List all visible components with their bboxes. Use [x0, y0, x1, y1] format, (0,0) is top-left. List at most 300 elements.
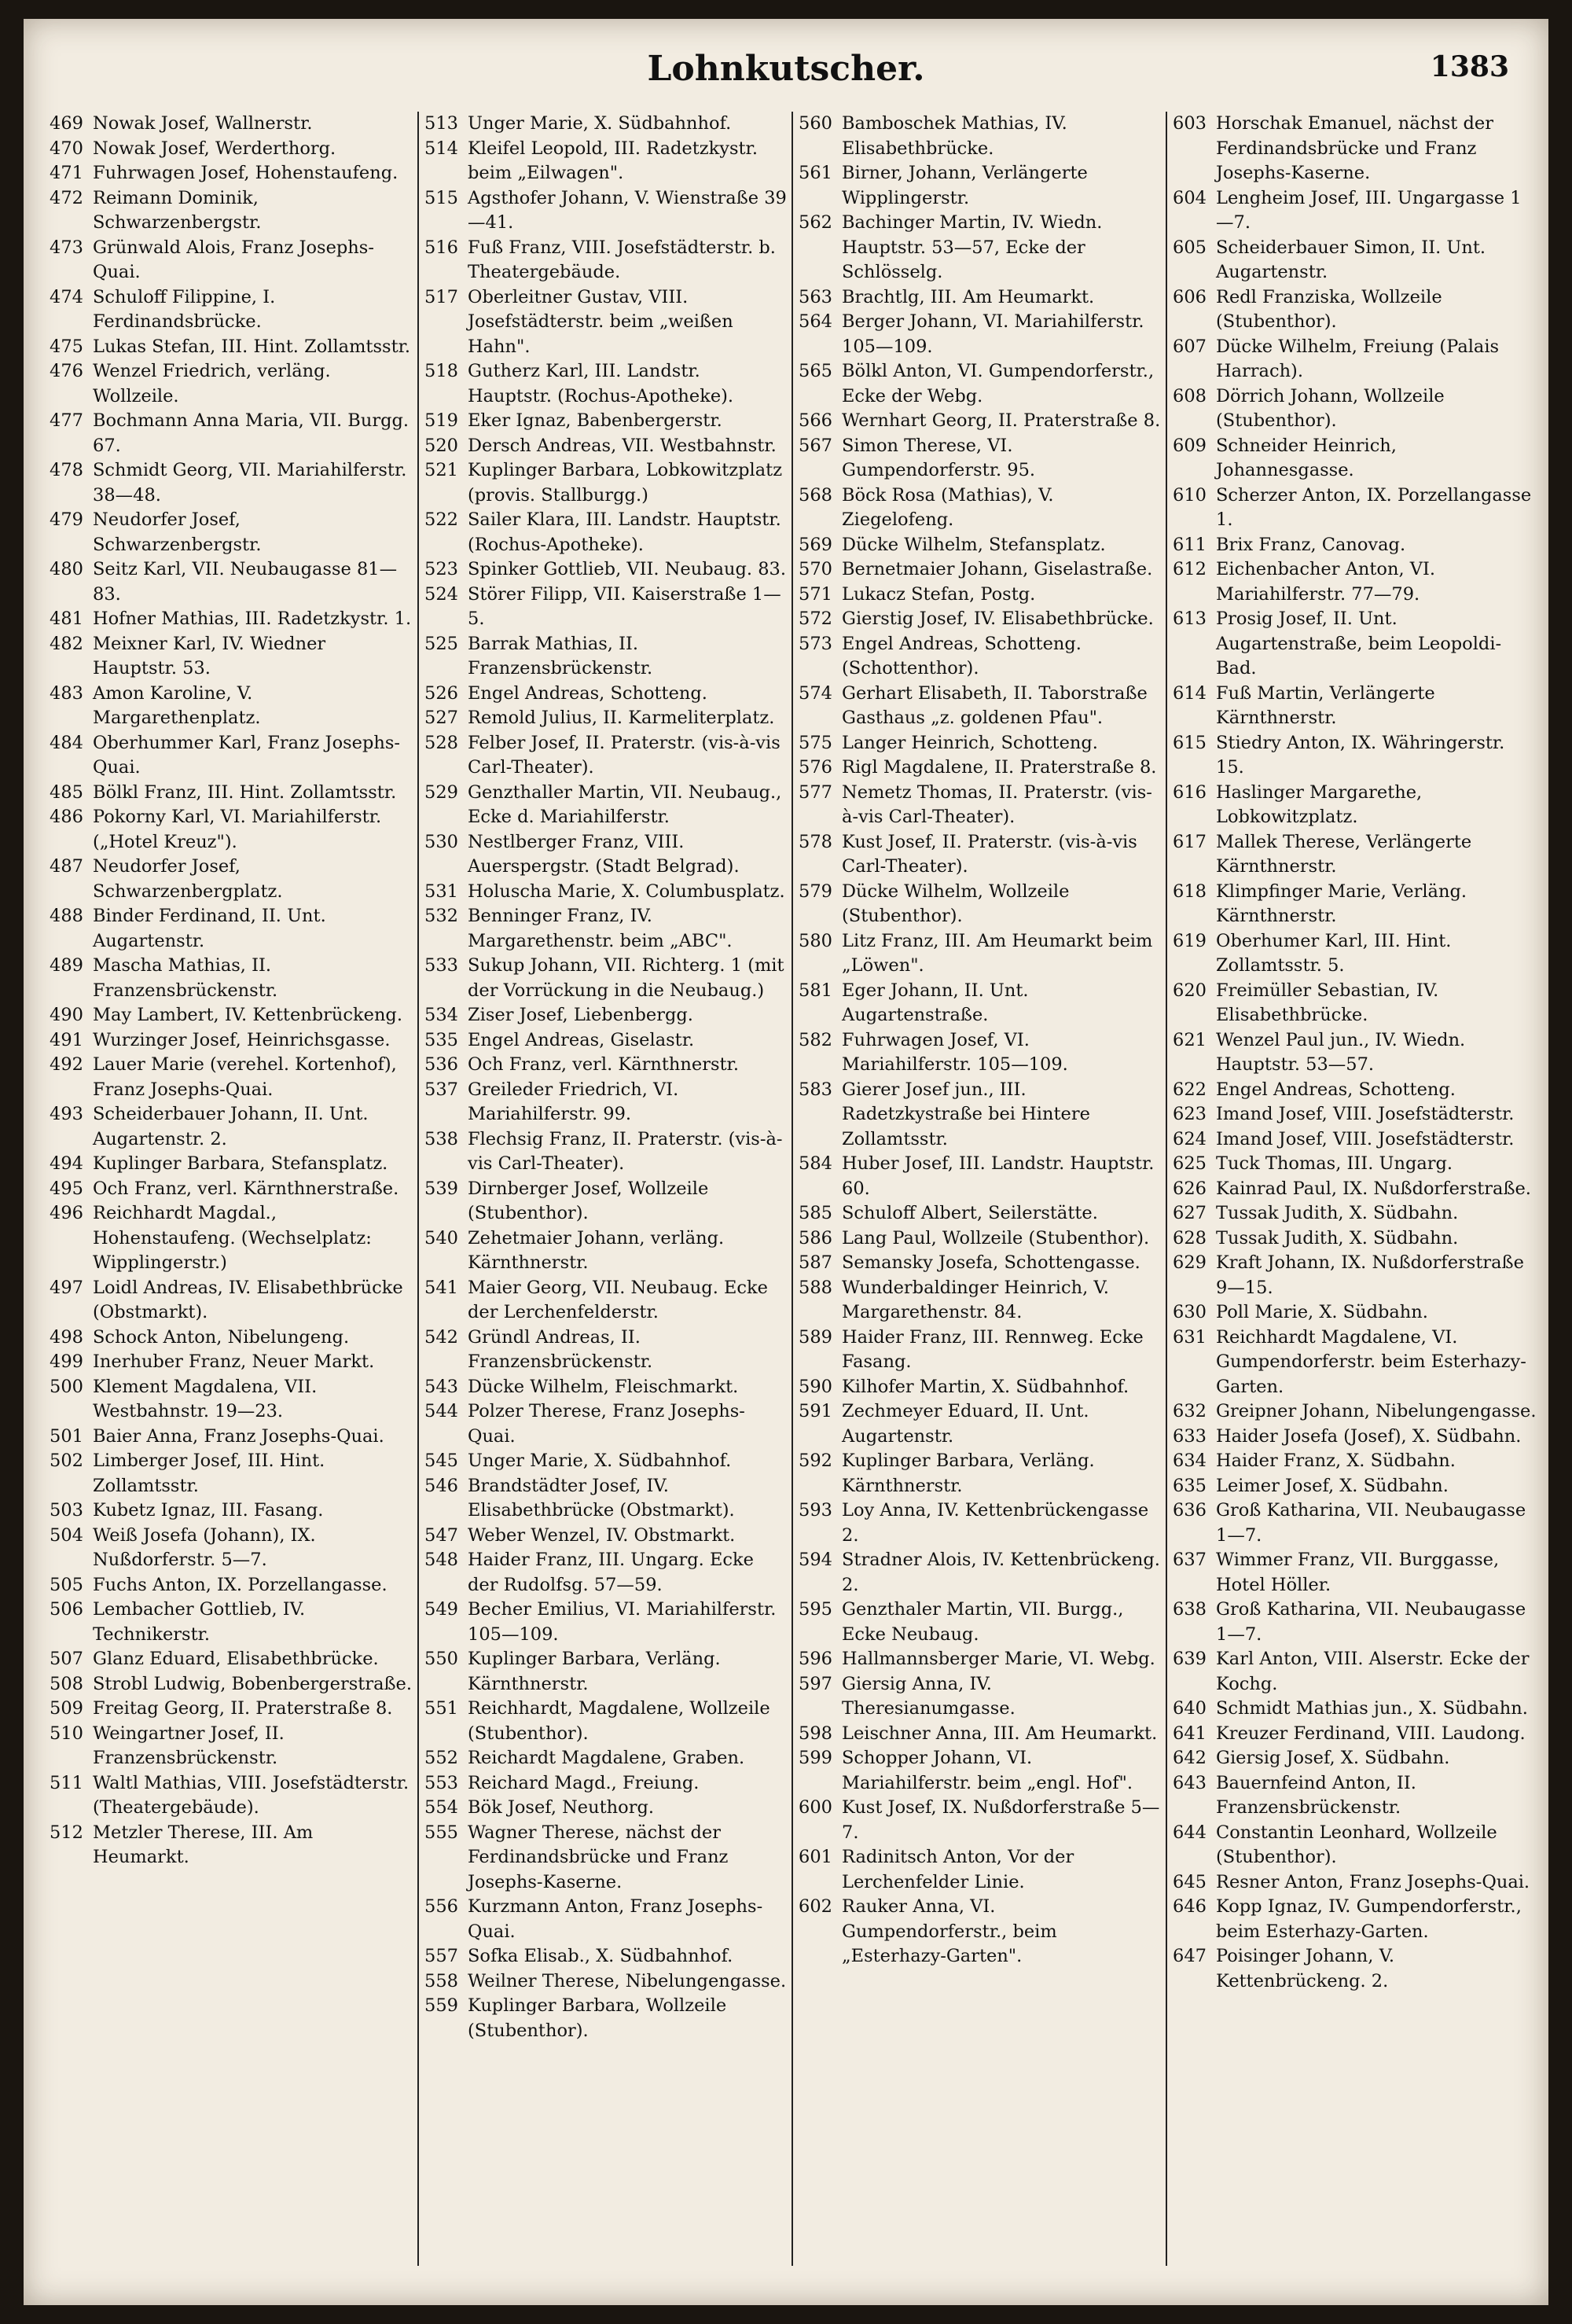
directory-entry: [421, 1771, 789, 1796]
entry-number: 570: [799, 559, 832, 579]
directory-entry: [421, 236, 789, 285]
directory-entry: [421, 508, 789, 557]
entry-number: 481: [50, 609, 83, 629]
directory-entry: [795, 1028, 1163, 1078]
entry-text: Unger Marie, X. Südbahnhof.: [468, 113, 732, 134]
entry-text: Groß Katharina, VII. Neubaugasse 1—7.: [1216, 1500, 1526, 1546]
entry-number: 622: [1173, 1079, 1207, 1100]
entry-number: 534: [424, 1005, 458, 1025]
entry-number: 554: [424, 1797, 458, 1818]
entry-text: Karl Anton, VIII. Alserstr. Ecke der Kochg.: [1216, 1649, 1530, 1694]
entry-text: Binder Ferdinand, II. Unt. Augartenstr.: [93, 906, 326, 951]
entry-text: Birner, Johann, Verlängerte Wipplingerstr.: [842, 163, 1088, 208]
entry-text: Tuck Thomas, III. Ungarg.: [1216, 1153, 1453, 1174]
directory-entry: [795, 1375, 1163, 1400]
directory-entry: [1169, 731, 1537, 781]
directory-entry: [1169, 557, 1537, 607]
entry-text: Haider Franz, X. Südbahn.: [1216, 1451, 1456, 1471]
directory-entry: [795, 359, 1163, 409]
directory-entry: [1169, 1127, 1537, 1153]
entry-number: 641: [1173, 1723, 1207, 1744]
directory-entry: [421, 1003, 789, 1028]
directory-entry: [1169, 1425, 1537, 1450]
entry-number: 595: [799, 1599, 832, 1620]
entry-text: Greipner Johann, Nibelungengasse.: [1216, 1401, 1537, 1421]
entry-number: 520: [424, 435, 458, 456]
entry-number: 509: [50, 1698, 83, 1719]
entry-number: 598: [799, 1723, 832, 1744]
entry-text: Stiedry Anton, IX. Währingerstr. 15.: [1216, 732, 1505, 778]
directory-entry: [46, 1449, 414, 1498]
entry-number: 597: [799, 1673, 832, 1694]
entry-text: Brachtlg, III. Am Heumarkt.: [842, 286, 1095, 307]
directory-entry: [795, 1796, 1163, 1845]
directory-entry: [1169, 979, 1537, 1028]
entry-text: Schmidt Georg, VII. Mariahilferstr. 38—48.: [93, 460, 407, 506]
directory-entry: [795, 310, 1163, 359]
entry-text: Limberger Josef, III. Hint. Zollamtsstr.: [93, 1451, 325, 1496]
entry-text: Simon Therese, VI. Gumpendorferstr. 95.: [842, 435, 1036, 480]
entry-text: Fuchs Anton, IX. Porzellangasse.: [93, 1574, 387, 1595]
directory-entry: [46, 1697, 414, 1722]
directory-entry: [46, 1722, 414, 1771]
entry-text: Böck Rosa (Mathias), V. Ziegelofeng.: [842, 484, 1054, 530]
entry-number: 524: [424, 583, 458, 605]
directory-entry: [421, 880, 789, 905]
entry-number: 599: [799, 1748, 832, 1768]
entry-number: 612: [1173, 559, 1207, 579]
directory-entry: [1169, 1598, 1537, 1647]
directory-entry: [795, 1276, 1163, 1326]
entry-text: Schmidt Mathias jun., X. Südbahn.: [1216, 1698, 1528, 1719]
directory-entry: [1169, 1300, 1537, 1326]
entry-text: Eger Johann, II. Unt. Augartenstraße.: [842, 980, 1029, 1025]
directory-entry: [46, 285, 414, 335]
page-title: Lohnkutscher.: [647, 49, 925, 89]
entry-text: Strobl Ludwig, Bobenbergerstraße.: [93, 1673, 412, 1694]
entry-text: Kuplinger Barbara, Wollzeile (Stubenthor).: [468, 1995, 727, 2041]
entry-number: 647: [1173, 1946, 1207, 1966]
column-divider: [792, 112, 793, 2266]
directory-entry: [795, 1598, 1163, 1647]
entry-text: Schneider Heinrich, Johannesgasse.: [1216, 435, 1397, 480]
entry-number: 494: [50, 1153, 83, 1174]
entry-number: 477: [50, 410, 83, 431]
entry-number: 569: [799, 534, 832, 555]
entry-number: 642: [1173, 1748, 1207, 1768]
directory-entry: [421, 583, 789, 632]
entry-text: Meixner Karl, IV. Wiedner Hauptstr. 53.: [93, 633, 326, 678]
entry-text: Kainrad Paul, IX. Nußdorferstraße.: [1216, 1178, 1531, 1199]
entry-text: Mascha Mathias, II. Franzensbrückenstr.: [93, 955, 278, 1001]
directory-entry: [795, 682, 1163, 731]
entry-text: Freimüller Sebastian, IV. Elisabethbrücke.: [1216, 980, 1439, 1025]
directory-entry: [795, 1672, 1163, 1722]
entry-text: Schopper Johann, VI. Mariahilferstr. beim „engl. Hof".: [842, 1748, 1133, 1793]
directory-entry: [795, 607, 1163, 632]
entry-text: Schuloff Albert, Seilerstätte.: [842, 1203, 1098, 1223]
entry-text: Gierstig Josef, IV. Elisabethbrücke.: [842, 609, 1154, 629]
entry-number: 484: [50, 732, 83, 753]
entry-number: 540: [424, 1227, 458, 1248]
directory-entry: [421, 1276, 789, 1326]
entry-number: 480: [50, 559, 83, 579]
entry-number: 603: [1173, 113, 1207, 134]
entry-number: 479: [50, 509, 83, 530]
directory-entry: [46, 904, 414, 954]
entry-number: 526: [424, 682, 458, 704]
entry-number: 594: [799, 1550, 832, 1570]
entry-number: 565: [799, 361, 832, 381]
column-4: [1169, 112, 1537, 2266]
entry-text: Lembacher Gottlieb, IV. Technikerstr.: [93, 1599, 306, 1645]
entry-text: Radinitsch Anton, Vor der Lerchenfelder Linie.: [842, 1847, 1074, 1892]
directory-entry: [421, 1474, 789, 1524]
entry-text: Amon Karoline, V. Margarethenplatz.: [93, 682, 261, 728]
entry-text: Scheiderbauer Simon, II. Unt. Augartenstr.: [1216, 237, 1486, 282]
entry-number: 523: [424, 559, 458, 579]
entry-text: Gierer Josef jun., III. Radetzkystraße bei Hintere Zollamtsstr.: [842, 1079, 1090, 1149]
entry-text: Weingartner Josef, II. Franzensbrückenstr.: [93, 1723, 285, 1768]
entry-number: 502: [50, 1451, 83, 1471]
directory-entry: [46, 1201, 414, 1276]
entry-number: 624: [1173, 1128, 1207, 1149]
directory-entry: [421, 904, 789, 954]
directory-entry: [1169, 1177, 1537, 1202]
directory-entry: [46, 557, 414, 607]
entry-text: Freitag Georg, II. Praterstraße 8.: [93, 1698, 393, 1719]
directory-entry: [421, 1028, 789, 1054]
entry-number: 548: [424, 1550, 458, 1570]
entry-text: Reimann Dominik, Schwarzenbergstr.: [93, 187, 262, 233]
entry-number: 588: [799, 1277, 832, 1298]
directory-entry: [46, 607, 414, 632]
entry-number: 627: [1173, 1203, 1207, 1223]
directory-entry: [421, 1796, 789, 1821]
entry-text: Baier Anna, Franz Josephs-Quai.: [93, 1425, 384, 1447]
directory-entry: [1169, 1028, 1537, 1078]
directory-entry: [46, 1498, 414, 1524]
entry-number: 579: [799, 881, 832, 902]
entry-number: 593: [799, 1500, 832, 1521]
column-3: [795, 112, 1163, 2266]
entry-number: 574: [799, 682, 832, 704]
entry-text: Wurzinger Josef, Heinrichsgasse.: [93, 1029, 391, 1050]
entry-text: Loidl Andreas, IV. Elisabethbrücke (Obstmarkt).: [93, 1277, 403, 1322]
entry-number: 478: [50, 460, 83, 480]
entry-number: 541: [424, 1277, 458, 1298]
directory-entry: [421, 1449, 789, 1474]
entry-number: 621: [1173, 1029, 1207, 1050]
entry-text: Kuplinger Barbara, Stefansplatz.: [93, 1153, 388, 1174]
directory-entry: [795, 1647, 1163, 1672]
entry-text: Greileder Friedrich, VI. Mariahilferstr. 99.: [468, 1079, 679, 1124]
entry-text: Klimpfinger Marie, Verläng. Kärnthnerstr.: [1216, 881, 1467, 926]
entry-number: 503: [50, 1500, 83, 1521]
directory-entry: [421, 1895, 789, 1944]
entry-text: Eichenbacher Anton, VI. Mariahilferstr. 77—79.: [1216, 559, 1436, 605]
entry-number: 495: [50, 1178, 83, 1199]
directory-entry: [795, 929, 1163, 979]
entry-number: 531: [424, 881, 458, 902]
directory-entry: [1169, 830, 1537, 880]
directory-entry: [46, 954, 414, 1003]
directory-entry: [46, 682, 414, 731]
entry-number: 533: [424, 955, 458, 976]
directory-entry: [1169, 384, 1537, 434]
entry-text: Pokorny Karl, VI. Mariahilferstr. („Hotel Kreuz").: [93, 807, 382, 852]
directory-entry: [1169, 1226, 1537, 1252]
entry-number: 561: [799, 163, 832, 183]
directory-entry: [421, 1177, 789, 1226]
entry-text: Nemetz Thomas, II. Praterstr. (vis-à-vis Carl-Theater).: [842, 781, 1152, 827]
entry-number: 575: [799, 732, 832, 753]
entry-number: 580: [799, 930, 832, 951]
entry-number: 567: [799, 435, 832, 456]
entry-text: Huber Josef, III. Landstr. Hauptstr. 60.: [842, 1153, 1155, 1199]
directory-entry: [1169, 1722, 1537, 1747]
entry-text: Gutherz Karl, III. Landstr. Hauptstr. (Rochus-Apotheke).: [468, 361, 734, 406]
directory-entry: [795, 583, 1163, 608]
directory-entry: [1169, 880, 1537, 929]
entry-text: Spinker Gottlieb, VII. Neubaug. 83.: [468, 559, 786, 579]
directory-entry: [795, 880, 1163, 929]
entry-number: 542: [424, 1326, 458, 1348]
entry-text: Wagner Therese, nächst der Ferdinandsbrücke und Franz Josephs-Kaserne.: [468, 1822, 729, 1892]
entry-text: Leischner Anna, III. Am Heumarkt.: [842, 1723, 1158, 1744]
entry-number: 508: [50, 1673, 83, 1694]
directory-entry: [795, 756, 1163, 781]
entry-text: Haider Franz, III. Ungarg. Ecke der Rudolfsg. 57—59.: [468, 1550, 754, 1595]
entry-text: Kuplinger Barbara, Lobkowitzplatz (provis. Stallburgg.): [468, 460, 783, 506]
directory-entry: [1169, 434, 1537, 484]
directory-entry: [795, 112, 1163, 161]
directory-entry: [1169, 1498, 1537, 1548]
entry-text: Glanz Eduard, Elisabethbrücke.: [93, 1649, 379, 1669]
entry-text: Scheiderbauer Johann, II. Unt. Augartenstr. 2.: [93, 1104, 369, 1149]
entry-number: 516: [424, 237, 458, 258]
directory-entry: [795, 731, 1163, 756]
entry-text: Redl Franziska, Wollzeile (Stubenthor).: [1216, 286, 1442, 332]
entry-text: Bauernfeind Anton, II. Franzensbrückenstr.: [1216, 1772, 1416, 1818]
entry-number: 511: [50, 1772, 83, 1793]
entry-number: 507: [50, 1649, 83, 1669]
directory-entry: [795, 1845, 1163, 1895]
entry-number: 504: [50, 1524, 83, 1546]
entry-number: 614: [1173, 682, 1207, 704]
entry-text: Nestlberger Franz, VIII. Auerspergstr. (Stadt Belgrad).: [468, 831, 740, 877]
directory-entry: [46, 1425, 414, 1450]
directory-entry: [1169, 1895, 1537, 1944]
entry-number: 492: [50, 1054, 83, 1075]
entry-text: Dirnberger Josef, Wollzeile (Stubenthor).: [468, 1178, 709, 1223]
entry-number: 558: [424, 1970, 458, 1991]
entry-number: 582: [799, 1029, 832, 1050]
entry-number: 607: [1173, 336, 1207, 357]
entry-number: 553: [424, 1772, 458, 1793]
entry-text: Brandstädter Josef, IV. Elisabethbrücke (Obstmarkt).: [468, 1475, 735, 1521]
directory-entry: [421, 1969, 789, 1995]
entry-number: 640: [1173, 1698, 1207, 1719]
directory-entry: [1169, 1870, 1537, 1896]
directory-entry: [46, 359, 414, 409]
entry-number: 483: [50, 682, 83, 704]
entry-number: 472: [50, 187, 83, 208]
entry-number: 546: [424, 1475, 458, 1496]
entry-number: 538: [424, 1128, 458, 1149]
entry-text: Mallek Therese, Verlängerte Kärnthnerstr.: [1216, 831, 1472, 877]
directory-entry: [46, 112, 414, 137]
directory-entry: [1169, 533, 1537, 558]
directory-entry: [795, 1895, 1163, 1969]
directory-entry: [795, 484, 1163, 533]
column-1: [46, 112, 414, 2266]
directory-entry: [421, 1647, 789, 1697]
directory-entry: [795, 1251, 1163, 1276]
entry-text: Dücke Wilhelm, Stefansplatz.: [842, 534, 1106, 555]
directory-entry: [46, 1003, 414, 1028]
directory-entry: [46, 632, 414, 682]
entry-number: 566: [799, 410, 832, 431]
entry-number: 491: [50, 1029, 83, 1050]
directory-entry: [421, 1598, 789, 1647]
entry-text: Kreuzer Ferdinand, VIII. Laudong.: [1216, 1723, 1526, 1744]
directory-entry: [1169, 186, 1537, 236]
entry-number: 489: [50, 955, 83, 976]
entry-number: 512: [50, 1822, 83, 1843]
entry-number: 476: [50, 361, 83, 381]
directory-entry: [421, 1078, 789, 1127]
entry-text: Kuplinger Barbara, Verläng. Kärnthnerstr.: [842, 1451, 1095, 1496]
directory-entry: [795, 409, 1163, 434]
entry-text: Zehetmaier Johann, verläng. Kärnthnerstr.: [468, 1227, 725, 1273]
entry-text: Schuloff Filippine, I. Ferdinandsbrücke.: [93, 286, 276, 332]
entry-text: Holuscha Marie, X. Columbusplatz.: [468, 881, 785, 902]
entry-text: Flechsig Franz, II. Praterstr. (vis-à-vis Carl-Theater).: [468, 1128, 783, 1174]
entry-number: 632: [1173, 1401, 1207, 1421]
entry-text: Weilner Therese, Nibelungengasse.: [468, 1970, 787, 1991]
entry-number: 559: [424, 1995, 458, 2016]
entry-text: Inerhuber Franz, Neuer Markt.: [93, 1351, 375, 1372]
entry-text: Wernhart Georg, II. Praterstraße 8.: [842, 410, 1161, 431]
entry-number: 581: [799, 980, 832, 1001]
entry-text: Fuhrwagen Josef, VI. Mariahilferstr. 105—109.: [842, 1029, 1068, 1075]
directory-entry: [421, 1399, 789, 1449]
entry-number: 539: [424, 1178, 458, 1199]
entry-text: Bernetmaier Johann, Giselastraße.: [842, 559, 1153, 579]
entry-text: Barrak Mathias, II. Franzensbrückenstr.: [468, 633, 653, 678]
entry-number: 527: [424, 708, 458, 728]
directory-entry: [46, 186, 414, 236]
entry-number: 577: [799, 781, 832, 803]
entry-number: 600: [799, 1797, 832, 1818]
directory-entry: [795, 1498, 1163, 1548]
entry-number: 518: [424, 361, 458, 381]
entry-text: Waltl Mathias, VIII. Josefstädterstr. (Theatergebäude).: [93, 1772, 410, 1818]
entry-number: 563: [799, 286, 832, 307]
entry-text: Engel Andreas, Schotteng. (Schottenthor).: [842, 633, 1082, 678]
directory-entry: [795, 533, 1163, 558]
entry-number: 586: [799, 1227, 832, 1248]
directory-entry: [421, 1375, 789, 1400]
entry-number: 562: [799, 212, 832, 233]
entry-number: 519: [424, 410, 458, 431]
entry-text: Polzer Therese, Franz Josephs-Quai.: [468, 1401, 745, 1447]
directory-entry: [46, 161, 414, 186]
entry-text: Wenzel Friedrich, verläng. Wollzeile.: [93, 361, 331, 406]
entry-text: Och Franz, verl. Kärnthnerstr.: [468, 1054, 739, 1075]
entry-text: Wenzel Paul jun., IV. Wiedn. Hauptstr. 53—57.: [1216, 1029, 1466, 1075]
entry-text: Stradner Alois, IV. Kettenbrückeng. 2.: [842, 1550, 1160, 1595]
entry-text: Kust Josef, II. Praterstr. (vis-à-vis Carl-Theater).: [842, 831, 1137, 877]
directory-entry: [46, 236, 414, 285]
directory-entry: [46, 1028, 414, 1054]
directory-entry: [46, 1672, 414, 1697]
directory-entry: [46, 731, 414, 781]
entry-text: Lauer Marie (verehel. Kortenhof), Franz Josephs-Quai.: [93, 1054, 397, 1100]
entry-number: 525: [424, 633, 458, 654]
directory-entry: [1169, 1746, 1537, 1771]
entry-number: 497: [50, 1277, 83, 1298]
entry-number: 625: [1173, 1153, 1207, 1174]
entry-text: Bölkl Franz, III. Hint. Zollamtsstr.: [93, 781, 397, 803]
entry-text: Fuhrwagen Josef, Hohenstaufeng.: [93, 163, 399, 183]
directory-entry: [421, 434, 789, 459]
entry-text: Fuß Martin, Verlängerte Kärnthnerstr.: [1216, 682, 1435, 728]
entry-number: 585: [799, 1203, 832, 1223]
entry-number: 474: [50, 286, 83, 307]
directory-entry: [795, 1399, 1163, 1449]
entry-text: Kilhofer Martin, X. Südbahnhof.: [842, 1376, 1129, 1397]
entry-number: 522: [424, 509, 458, 530]
entry-text: Lukacz Stefan, Postg.: [842, 583, 1036, 605]
entry-number: 499: [50, 1351, 83, 1372]
directory-entry: [421, 781, 789, 830]
directory-entry: [421, 1994, 789, 2043]
directory-entry: [1169, 1474, 1537, 1499]
entry-number: 556: [424, 1896, 458, 1917]
entry-text: Becher Emilius, VI. Mariahilferstr. 105—109.: [468, 1599, 777, 1645]
directory-entry: [421, 682, 789, 707]
entry-number: 471: [50, 163, 83, 183]
entry-text: Nowak Josef, Werderthorg.: [93, 138, 336, 159]
entry-number: 608: [1173, 385, 1207, 406]
directory-entry: [421, 1697, 789, 1746]
directory-entry: [795, 1746, 1163, 1796]
directory-entry: [421, 285, 789, 360]
entry-number: 619: [1173, 930, 1207, 951]
directory-entry: [795, 781, 1163, 830]
entry-text: Bochmann Anna Maria, VII. Burgg. 67.: [93, 410, 410, 456]
entry-text: Sailer Klara, III. Landstr. Hauptstr. (Rochus-Apotheke).: [468, 509, 781, 555]
directory-entry: [1169, 1326, 1537, 1400]
entry-text: Klement Magdalena, VII. Westbahnstr. 19—23.: [93, 1376, 318, 1421]
entry-number: 592: [799, 1451, 832, 1471]
entry-number: 571: [799, 583, 832, 605]
entry-number: 583: [799, 1079, 832, 1100]
directory-entry: [1169, 1944, 1537, 1994]
entry-text: Unger Marie, X. Südbahnhof.: [468, 1451, 732, 1471]
entry-number: 500: [50, 1376, 83, 1397]
entry-number: 604: [1173, 187, 1207, 208]
entry-number: 615: [1173, 732, 1207, 753]
directory-entry: [795, 1078, 1163, 1153]
directory-entry: [421, 632, 789, 682]
entry-text: Neudorfer Josef, Schwarzenbergplatz.: [93, 856, 283, 902]
directory-page: [24, 19, 1548, 2305]
entry-number: 560: [799, 113, 832, 134]
column-divider: [1166, 112, 1167, 2266]
